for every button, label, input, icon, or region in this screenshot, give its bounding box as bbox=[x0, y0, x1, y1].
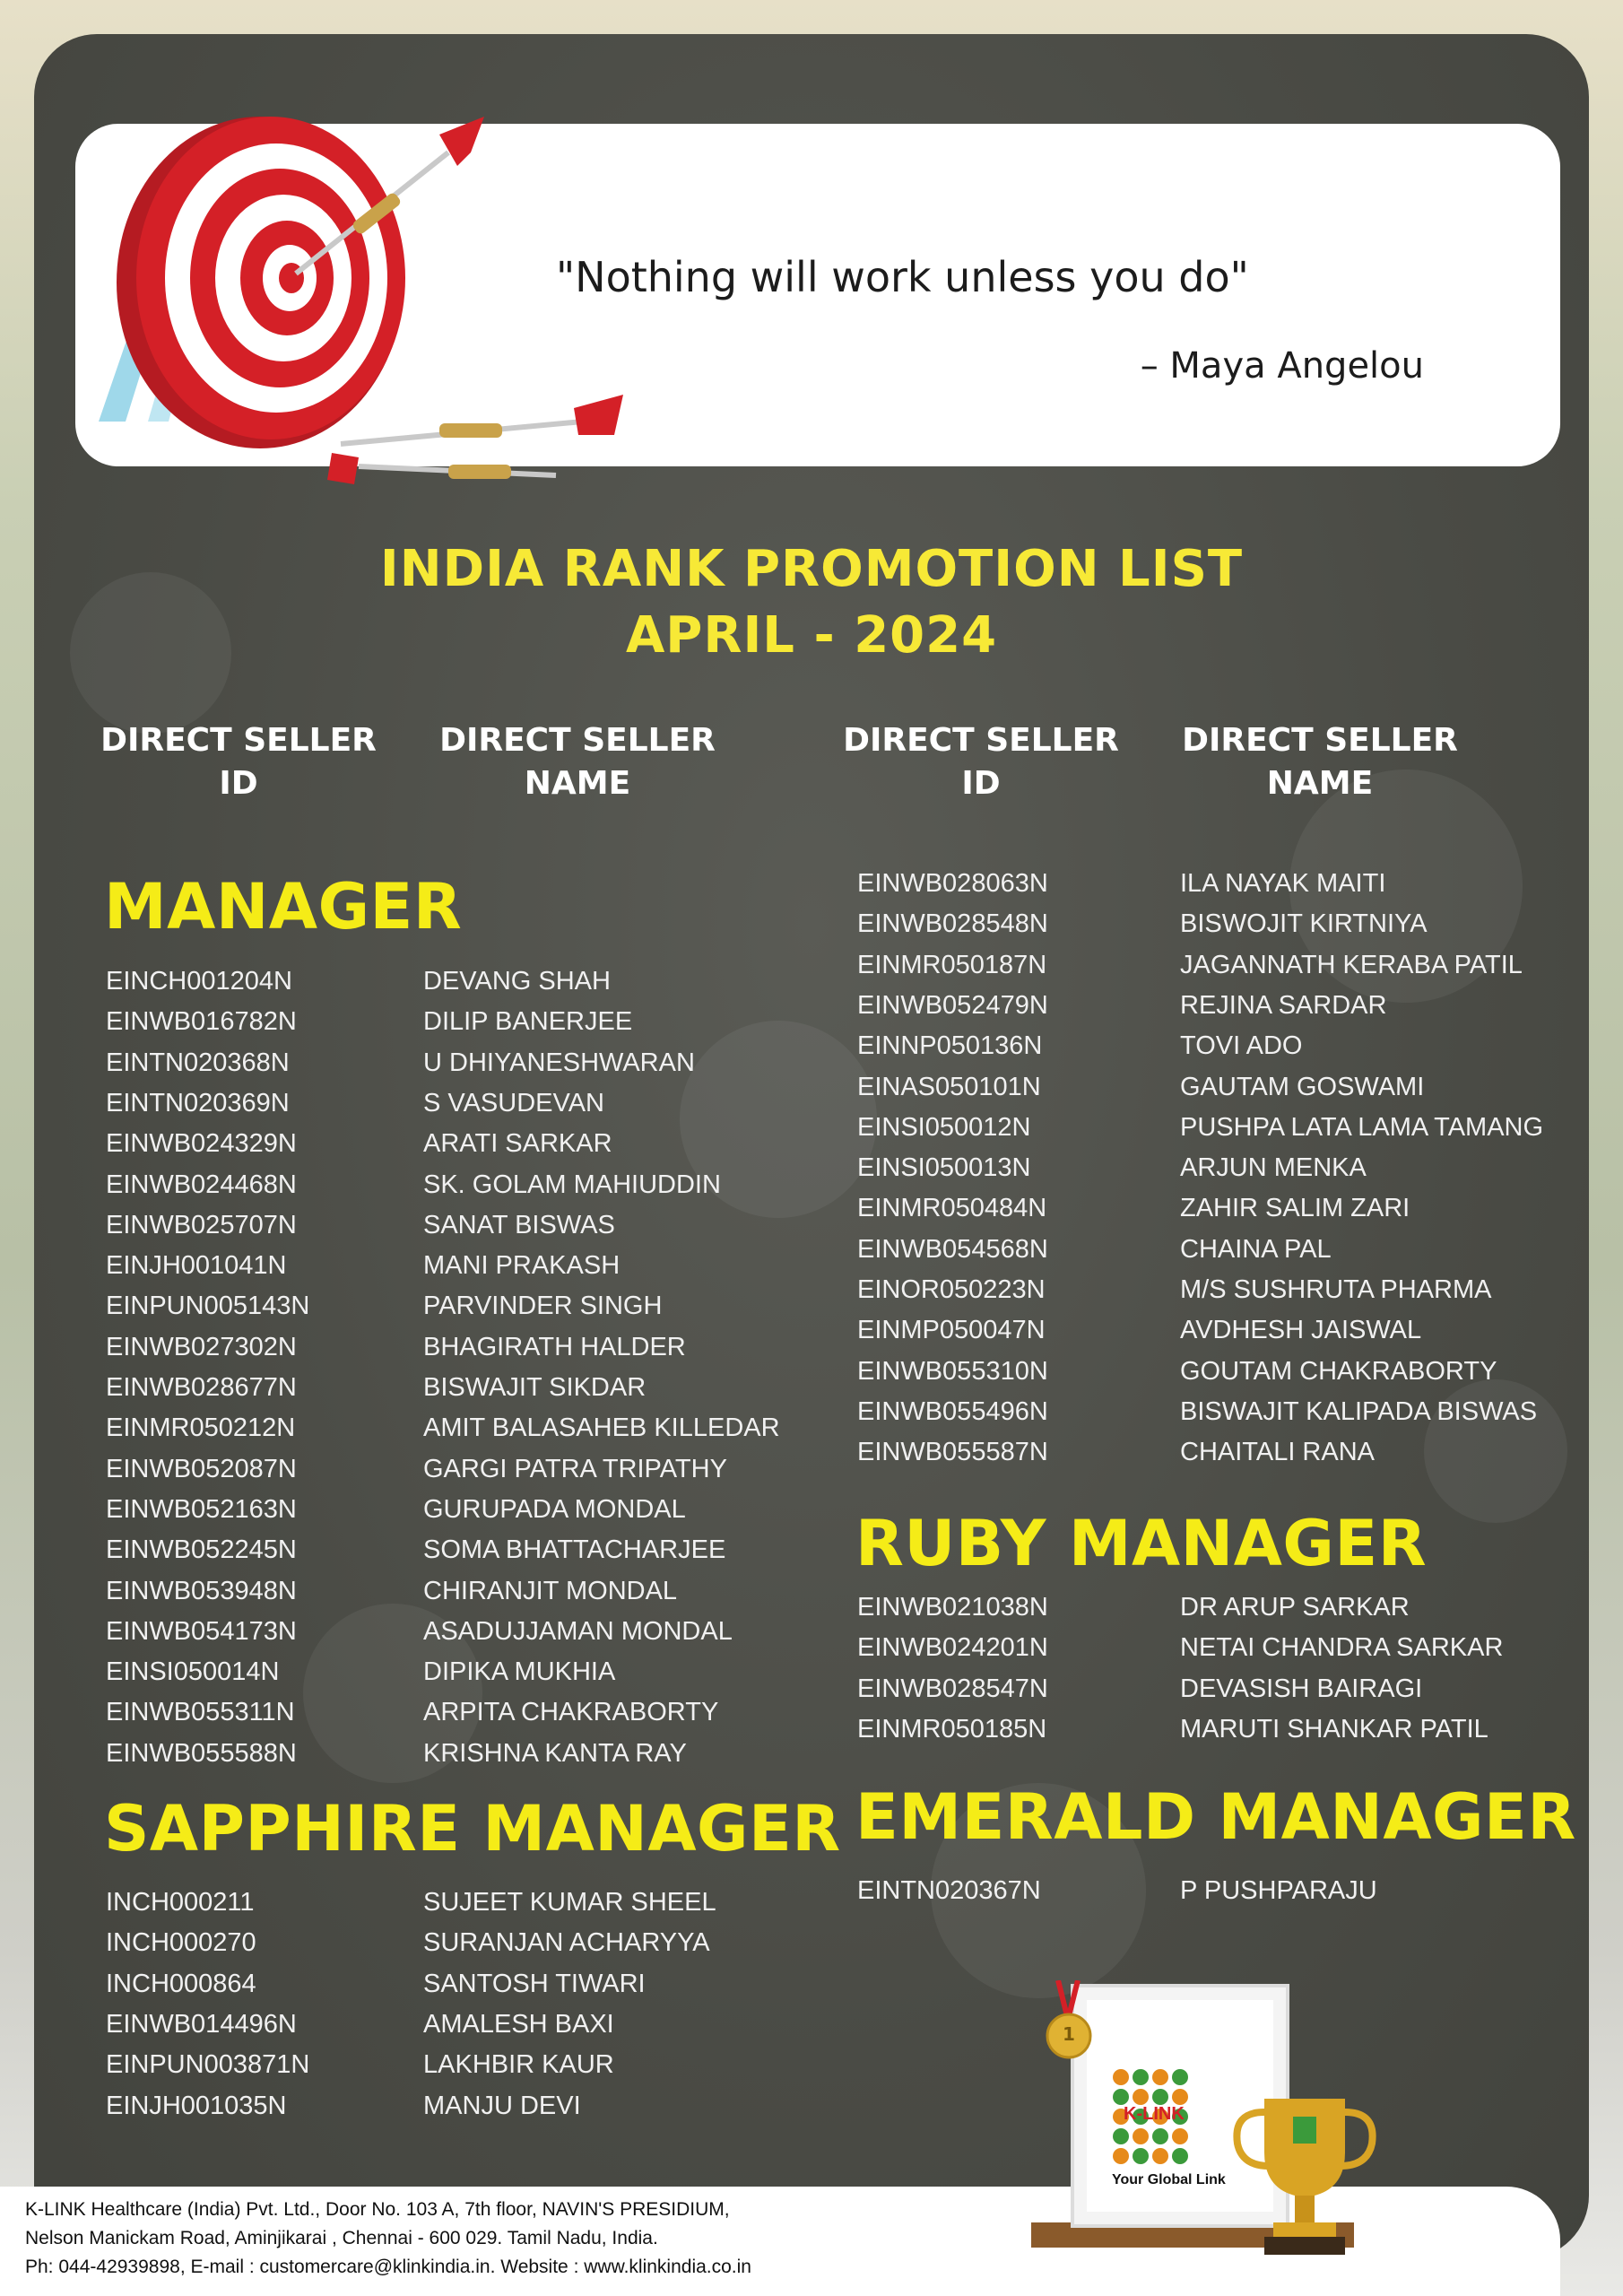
seller-id: EINWB024468N bbox=[106, 1170, 297, 1199]
seller-name: ZAHIR SALIM ZARI bbox=[1180, 1194, 1410, 1223]
seller-id: EINSI050012N bbox=[857, 1112, 1031, 1142]
seller-id: EINWB055587N bbox=[857, 1438, 1048, 1467]
seller-name: BHAGIRATH HALDER bbox=[423, 1332, 686, 1361]
seller-id: EINAS050101N bbox=[857, 1072, 1041, 1101]
seller-id: EINJH001041N bbox=[106, 1251, 287, 1281]
seller-id: EINWB027302N bbox=[106, 1332, 297, 1361]
section-title-emerald-manager: EMERALD MANAGER bbox=[855, 1780, 1576, 1854]
column-header-name-left bbox=[425, 719, 730, 805]
seller-id: EINWB025707N bbox=[106, 1210, 297, 1239]
seller-id: EINWB028677N bbox=[106, 1373, 297, 1402]
seller-name: PUSHPA LATA LAMA TAMANG bbox=[1180, 1112, 1544, 1142]
seller-id: EINPUN003871N bbox=[106, 2050, 310, 2080]
seller-id: EINWB028547N bbox=[857, 1674, 1048, 1703]
header-line: DIRECT SELLER bbox=[439, 722, 716, 759]
seller-id: EINMR050187N bbox=[857, 950, 1047, 979]
seller-name: NETAI CHANDRA SARKAR bbox=[1180, 1633, 1504, 1663]
quote-text: "Nothing will work unless you do" bbox=[556, 253, 1249, 301]
seller-name: SURANJAN ACHARYYA bbox=[423, 1928, 710, 1958]
seller-name: BISWAJIT SIKDAR bbox=[423, 1373, 647, 1402]
footer-address-line: K-LINK Healthcare (India) Pvt. Ltd., Door No. 103 A, 7th floor, NAVIN'S PRESIDIUM, bbox=[25, 2199, 730, 2220]
seller-name: M/S SUSHRUTA PHARMA bbox=[1180, 1275, 1492, 1304]
seller-name: DIPIKA MUKHIA bbox=[423, 1657, 616, 1687]
seller-id: EINTN020369N bbox=[106, 1088, 290, 1118]
medal-number: 1 bbox=[1063, 2023, 1075, 2045]
section-title-manager: MANAGER bbox=[104, 870, 463, 944]
seller-id: EINPUN005143N bbox=[106, 1292, 310, 1321]
seller-id: EINOR050223N bbox=[857, 1275, 1046, 1304]
seller-id: EINWB028063N bbox=[857, 869, 1048, 898]
seller-name: ARJUN MENKA bbox=[1180, 1153, 1367, 1183]
header-line: DIRECT SELLER bbox=[1182, 722, 1458, 759]
seller-name: GOUTAM CHAKRABORTY bbox=[1180, 1356, 1497, 1386]
seller-id: EINWB055496N bbox=[857, 1396, 1048, 1426]
seller-id: EINSI050013N bbox=[857, 1153, 1031, 1183]
seller-id: EINWB016782N bbox=[106, 1007, 297, 1037]
seller-name: KRISHNA KANTA RAY bbox=[423, 1738, 687, 1768]
seller-id: EINWB024201N bbox=[857, 1633, 1048, 1663]
seller-name: CHAINA PAL bbox=[1180, 1234, 1332, 1264]
logo-brand: K-LINK bbox=[1124, 2104, 1185, 2124]
seller-id: EINMR050185N bbox=[857, 1714, 1047, 1744]
column-header-name-right bbox=[1167, 719, 1472, 805]
quote-author: – Maya Angelou bbox=[1140, 345, 1424, 387]
seller-name: MARUTI SHANKAR PATIL bbox=[1180, 1714, 1488, 1744]
seller-id: EINMP050047N bbox=[857, 1316, 1046, 1345]
page-title: INDIA RANK PROMOTION LIST bbox=[379, 540, 1244, 598]
seller-id: INCH000270 bbox=[106, 1928, 256, 1958]
seller-name: LAKHBIR KAUR bbox=[423, 2050, 614, 2080]
seller-name: DR ARUP SARKAR bbox=[1180, 1593, 1410, 1622]
seller-name: BISWAJIT KALIPADA BISWAS bbox=[1180, 1396, 1538, 1426]
seller-name: SK. GOLAM MAHIUDDIN bbox=[423, 1170, 721, 1199]
seller-id: EINWB054173N bbox=[106, 1616, 297, 1646]
seller-name: ARPITA CHAKRABORTY bbox=[423, 1698, 719, 1727]
footer-address-line: Nelson Manickam Road, Aminjikarai , Chennai - 600 029. Tamil Nadu, India. bbox=[25, 2228, 658, 2248]
seller-name: GURUPADA MONDAL bbox=[423, 1494, 686, 1524]
seller-name: ILA NAYAK MAITI bbox=[1180, 869, 1386, 898]
seller-name: MANI PRAKASH bbox=[423, 1251, 621, 1281]
seller-name: ASADUJJAMAN MONDAL bbox=[423, 1616, 733, 1646]
seller-name: DEVASISH BAIRAGI bbox=[1180, 1674, 1423, 1703]
seller-name: DEVANG SHAH bbox=[423, 967, 611, 996]
seller-id: EINWB052245N bbox=[106, 1535, 297, 1565]
seller-name: AVDHESH JAISWAL bbox=[1180, 1316, 1422, 1345]
seller-name: BISWOJIT KIRTNIYA bbox=[1180, 909, 1428, 939]
section-title-sapphire-manager: SAPPHIRE MANAGER bbox=[104, 1792, 841, 1866]
seller-id: EINWB021038N bbox=[857, 1593, 1048, 1622]
seller-name: S VASUDEVAN bbox=[423, 1088, 604, 1118]
seller-name: SOMA BHATTACHARJEE bbox=[423, 1535, 726, 1565]
seller-id: EINWB053948N bbox=[106, 1576, 297, 1605]
seller-id: EINWB028548N bbox=[857, 909, 1048, 939]
seller-id: EINTN020368N bbox=[106, 1048, 290, 1077]
seller-id: EINSI050014N bbox=[106, 1657, 280, 1687]
section-title-ruby-manager: RUBY MANAGER bbox=[855, 1507, 1428, 1580]
seller-name: AMIT BALASAHEB KILLEDAR bbox=[423, 1413, 780, 1443]
seller-name: TOVI ADO bbox=[1180, 1031, 1303, 1061]
seller-name: ARATI SARKAR bbox=[423, 1129, 612, 1159]
seller-id: EINJH001035N bbox=[106, 2091, 287, 2120]
seller-name: SANTOSH TIWARI bbox=[423, 1969, 646, 1998]
seller-name: GAUTAM GOSWAMI bbox=[1180, 1072, 1425, 1101]
footer-contact-line: Ph: 044-42939898, E-mail : customercare@klinkindia.in. Website : www.klinkindia.co.in bbox=[25, 2257, 751, 2277]
seller-name: P PUSHPARAJU bbox=[1180, 1876, 1377, 1905]
header-line: NAME bbox=[524, 765, 631, 802]
page-subtitle: APRIL - 2024 bbox=[625, 606, 998, 665]
seller-id: INCH000211 bbox=[106, 1888, 255, 1917]
header-line: DIRECT SELLER bbox=[843, 722, 1119, 759]
seller-id: EINMR050212N bbox=[106, 1413, 296, 1443]
header-line: ID bbox=[219, 765, 258, 802]
seller-id: EINWB052087N bbox=[106, 1454, 297, 1483]
logo-tagline: Your Global Link bbox=[1112, 2172, 1226, 2187]
seller-name: SUJEET KUMAR SHEEL bbox=[423, 1888, 716, 1917]
seller-id: INCH000864 bbox=[106, 1969, 256, 1998]
seller-id: EINWB052163N bbox=[106, 1494, 297, 1524]
seller-name: DILIP BANERJEE bbox=[423, 1007, 633, 1037]
seller-id: EINWB055311N bbox=[106, 1698, 295, 1727]
seller-name: MANJU DEVI bbox=[423, 2091, 581, 2120]
header-line: DIRECT SELLER bbox=[100, 722, 377, 759]
seller-id: EINWB014496N bbox=[106, 2009, 297, 2039]
seller-id: EINTN020367N bbox=[857, 1876, 1041, 1905]
seller-name: JAGANNATH KERABA PATIL bbox=[1180, 950, 1523, 979]
seller-name: PARVINDER SINGH bbox=[423, 1292, 663, 1321]
seller-id: EINWB052479N bbox=[857, 990, 1048, 1020]
seller-id: EINCH001204N bbox=[106, 967, 292, 996]
seller-id: EINWB024329N bbox=[106, 1129, 297, 1159]
seller-name: SANAT BISWAS bbox=[423, 1210, 615, 1239]
seller-name: REJINA SARDAR bbox=[1180, 990, 1387, 1020]
seller-id: EINWB054568N bbox=[857, 1234, 1048, 1264]
seller-name: CHIRANJIT MONDAL bbox=[423, 1576, 678, 1605]
trophy-icon bbox=[1228, 2090, 1381, 2269]
seller-id: EINWB055588N bbox=[106, 1738, 297, 1768]
header-line: ID bbox=[961, 765, 1001, 802]
column-header-id-right bbox=[829, 719, 1133, 805]
seller-name: AMALESH BAXI bbox=[423, 2009, 614, 2039]
seller-id: EINNP050136N bbox=[857, 1031, 1043, 1061]
seller-name: CHAITALI RANA bbox=[1180, 1438, 1376, 1467]
seller-id: EINWB055310N bbox=[857, 1356, 1048, 1386]
column-header-id-left bbox=[86, 719, 391, 805]
header-line: NAME bbox=[1266, 765, 1374, 802]
seller-name: U DHIYANESHWARAN bbox=[423, 1048, 695, 1077]
seller-name: GARGI PATRA TRIPATHY bbox=[423, 1454, 727, 1483]
seller-id: EINMR050484N bbox=[857, 1194, 1047, 1223]
